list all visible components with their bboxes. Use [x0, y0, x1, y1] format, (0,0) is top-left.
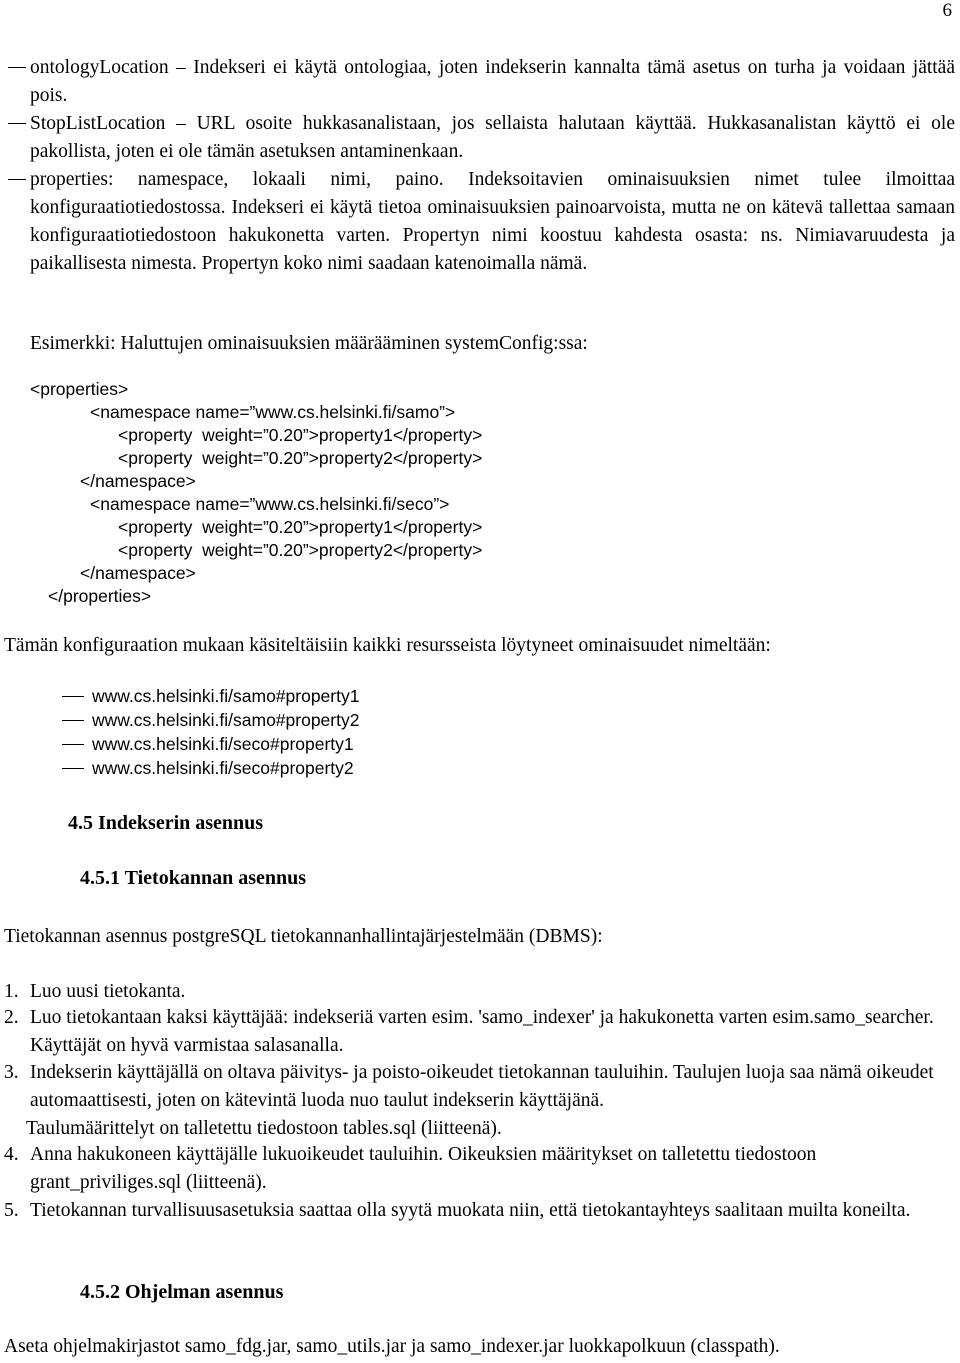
step-number: 1.: [4, 981, 19, 1002]
heading-4-5-1: 4.5.1 Tietokannan asennus: [80, 867, 307, 889]
code-line: <property weight=”0.20”>property1</property>: [118, 517, 483, 537]
db-intro: Tietokannan asennus postgreSQL tietokannanhallintajärjestelmään (DBMS):: [4, 926, 603, 947]
list-dash-icon: [62, 744, 84, 745]
step-text-extra: Taulumäärittelyt on talletettu tiedostoon tables.sql (liitteenä).: [26, 1118, 502, 1139]
list-dash-icon: [62, 768, 84, 769]
step-text: Tietokannan turvallisuusasetuksia saattaa olla syytä muokata niin, että tietokantayhteys saalitaan muilta koneilta.: [30, 1200, 911, 1221]
final-text: Aseta ohjelmakirjastot samo_fdg.jar, samo_utils.jar ja samo_indexer.jar luokkapolkuun (classpath).: [4, 1336, 780, 1357]
code-line: </namespace>: [80, 471, 196, 491]
list-item: www.cs.helsinki.fi/samo#property2: [92, 710, 360, 730]
code-line: </namespace>: [80, 563, 196, 583]
code-line: <property weight=”0.20”>property2</property>: [118, 448, 483, 468]
list-item: www.cs.helsinki.fi/seco#property1: [92, 734, 354, 754]
code-line: <properties>: [30, 379, 129, 399]
list-item: www.cs.helsinki.fi/seco#property2: [92, 758, 354, 778]
code-line: <property weight=”0.20”>property1</property>: [118, 425, 483, 445]
heading-4-5: 4.5 Indekserin asennus: [68, 812, 264, 834]
code-line: <namespace name=”www.cs.helsinki.fi/seco”>: [90, 494, 450, 514]
code-line: </properties>: [48, 586, 152, 606]
step-number: 5.: [4, 1200, 19, 1221]
page-number: 6: [942, 0, 952, 21]
step-number: 2.: [4, 1007, 19, 1028]
code-line: <namespace name=”www.cs.helsinki.fi/samo”>: [90, 402, 456, 422]
step-number: 4.: [4, 1144, 19, 1165]
step-number: 3.: [4, 1062, 19, 1083]
heading-4-5-2: 4.5.2 Ohjelman asennus: [80, 1281, 284, 1303]
bullet-ontologylocation: ontologyLocation – Indekseri ei käytä ontologiaa, joten indekserin kannalta tämä asetus on turha ja voidaan jättää pois.: [30, 57, 955, 106]
example-intro: Esimerkki: Haluttujen ominaisuuksien määrääminen systemConfig:ssa:: [30, 333, 588, 354]
list-item: www.cs.helsinki.fi/samo#property1: [92, 686, 360, 706]
bullet-properties: properties: namespace, lokaali nimi, paino. Indeksoitavien ominaisuuksien nimet tulee ilmoittaa konfiguraatiotiedostossa. Indekseri ei käytä tietoa ominaisuuksien painoarvoista, mutta ne on kätevä tallettaa samaan konfiguraatiotiedostoon hakukonetta varten. Propertyn nimi koostuu kahdesta osasta: ns. Nimiavaruudesta ja paikallisesta nimesta. Propertyn koko nimi saadaan katenoimalla nämä.: [30, 169, 955, 274]
step-text: Indekserin käyttäjällä on oltava päivitys- ja poisto-oikeudet tietokannan tauluihin. Taulujen luoja saa nämä oikeudet automaattisesti, joten on kätevintä luoda nuo taulut indekserin käyttäjänä.: [30, 1062, 934, 1111]
bullet-stoplistlocation: StopListLocation – URL osoite hukkasanalistaan, jos sellaista halutaan käyttää. Hukkasanalistan käyttö ei ole pakollista, joten ei ole tämän asetuksen antaminenkaan.: [30, 113, 955, 162]
step-text: Anna hakukoneen käyttäjälle lukuoikeudet tauluihin. Oikeuksien määritykset on talletettu tiedostoon grant_priviliges.sql (liitteenä).: [30, 1144, 817, 1193]
config-result-intro: Tämän konfiguraation mukaan käsiteltäisiin kaikki resursseista löytyneet ominaisuudet nimeltään:: [4, 635, 771, 656]
list-dash-icon: [62, 720, 84, 721]
list-dash-icon: [62, 696, 84, 697]
code-line: <property weight=”0.20”>property2</property>: [118, 540, 483, 560]
step-text: Luo tietokantaan kaksi käyttäjää: indekseriä varten esim. 'samo_indexer' ja hakukonetta varten esim.samo_searcher. Käyttäjät on hyvä varmistaa salasanalla.: [30, 1007, 934, 1056]
step-text: Luo uusi tietokanta.: [30, 981, 186, 1002]
